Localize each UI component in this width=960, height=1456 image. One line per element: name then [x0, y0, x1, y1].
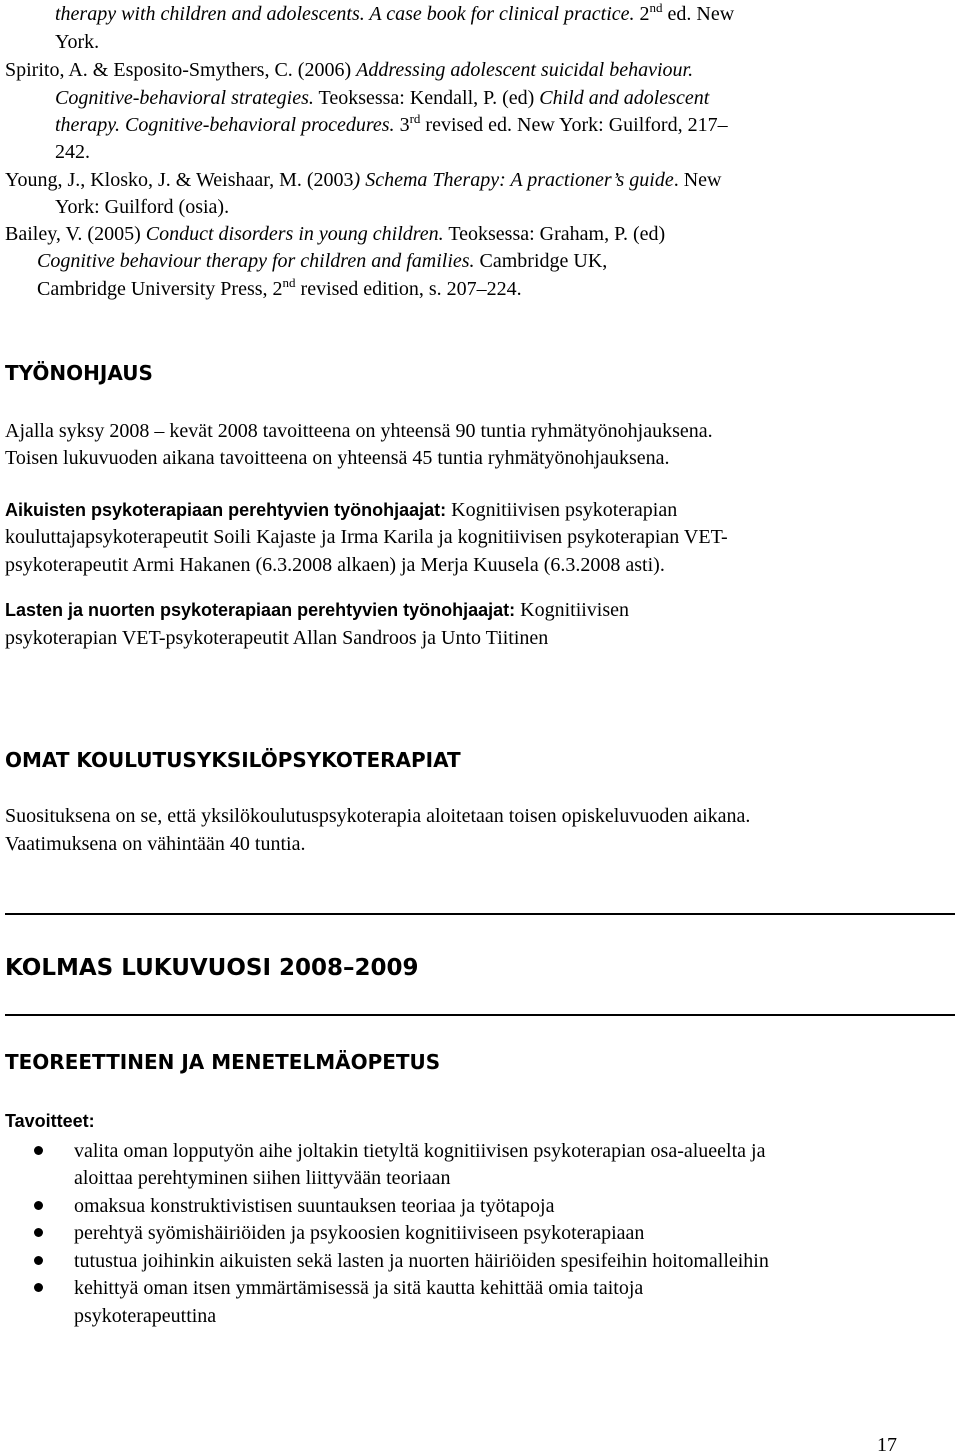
reference-4-line-2: Cognitive behaviour therapy for children and families. Cambridge UK,	[37, 250, 608, 272]
section-heading-kolmas: KOLMAS LUKUVUOSI 2008–2009	[5, 955, 419, 981]
reference-3-title: ) Schema Therapy: A practioner’s guide	[353, 169, 674, 191]
reference-2-line-4: 242.	[55, 141, 90, 163]
adult-supervisors-line-3: psykoterapeutit Armi Hakanen (6.3.2008 alkaen) ja Merja Kuusela (6.3.2008 asti).	[5, 554, 665, 576]
bullet-icon	[34, 1283, 43, 1292]
tyonohjaus-paragraph-line-1: Ajalla syksy 2008 – kevät 2008 tavoitteena on yhteensä 90 tuntia ryhmätyönohjauksena.	[5, 420, 713, 442]
reference-2-line-3: therapy. Cognitive-behavioral procedures. 3rd revised ed. New York: Guilford, 217–	[55, 111, 728, 136]
adult-supervisors-line-1: Aikuisten psykoterapiaan perehtyvien työnohjaajat: Kognitiivisen psykoterapian	[5, 499, 678, 521]
child-supervisors-line-2: psykoterapian VET-psykoterapeutit Allan Sandroos ja Unto Tiitinen	[5, 627, 549, 649]
reference-3-line-2: York: Guilford (osia).	[55, 196, 230, 218]
adult-supervisors-label: Aikuisten psykoterapiaan perehtyvien työnohjaajat:	[5, 500, 447, 520]
omat-paragraph-line-2: Vaatimuksena on vähintään 40 tuntia.	[5, 833, 306, 855]
goal-3: perehtyä syömishäiriöiden ja psykoosien kognitiiviseen psykoterapiaan	[74, 1222, 645, 1244]
reference-1-line-1: therapy with children and adolescents. A case book for clinical practice. 2nd ed. New	[55, 0, 735, 25]
goals-label: Tavoitteet:	[5, 1111, 95, 1131]
goal-1-line-2: aloittaa perehtyminen siihen liittyvään teoriaan	[74, 1167, 451, 1189]
page-number: 17	[877, 1434, 897, 1456]
reference-2-line-1: Spirito, A. & Esposito-Smythers, C. (2006) Addressing adolescent suicidal behaviour.	[5, 59, 694, 81]
divider-bottom	[5, 1014, 955, 1016]
tyonohjaus-paragraph-line-2: Toisen lukuvuoden aikana tavoitteena on yhteensä 45 tuntia ryhmätyönohjauksena.	[5, 447, 670, 469]
reference-4-line-1: Bailey, V. (2005) Conduct disorders in young children. Teoksessa: Graham, P. (ed)	[5, 223, 666, 245]
omat-paragraph-line-1: Suosituksena on se, että yksilökoulutuspsykoterapia aloitetaan toisen opiskeluvuoden aikana.	[5, 805, 751, 827]
goal-4: tutustua joihinkin aikuisten sekä lasten ja nuorten häiriöiden spesifeihin hoitomalleihin	[74, 1250, 769, 1272]
reference-2-line-2: Cognitive-behavioral strategies. Teoksessa: Kendall, P. (ed) Child and adolescent	[55, 87, 710, 109]
goal-5-line-2: psykoterapeuttina	[74, 1305, 217, 1327]
divider-top	[5, 913, 955, 915]
section-heading-omat: OMAT KOULUTUSYKSILÖPSYKOTERAPIAT	[5, 748, 461, 772]
reference-3-line-1: Young, J., Klosko, J. & Weishaar, M. (2003) Schema Therapy: A practioner’s guide. New	[5, 169, 722, 191]
reference-1-line-2: York.	[55, 31, 100, 53]
goal-5-line-1: kehittyä oman itsen ymmärtämisessä ja sitä kautta kehittää omia taitoja	[74, 1277, 644, 1299]
bullet-icon	[34, 1228, 43, 1237]
goal-2: omaksua konstruktivistisen suuntauksen teoriaa ja työtapoja	[74, 1195, 555, 1217]
reference-2-title: Addressing adolescent suicidal behaviour.	[356, 59, 694, 81]
bullet-icon	[34, 1146, 43, 1155]
bullet-icon	[34, 1256, 43, 1265]
goal-1-line-1: valita oman lopputyön aihe joltakin tietyltä kognitiivisen psykoterapian osa-alueelta ja	[74, 1140, 766, 1162]
bullet-icon	[34, 1201, 43, 1210]
child-supervisors-label: Lasten ja nuorten psykoterapiaan perehtyvien työnohjaajat:	[5, 600, 516, 620]
reference-4-title: Conduct disorders in young children.	[145, 223, 444, 245]
section-heading-teoreettinen: TEOREETTINEN JA MENETELMÄOPETUS	[5, 1050, 441, 1074]
reference-1-title: therapy with children and adolescents. A case book for clinical practice.	[55, 3, 635, 25]
child-supervisors-line-1: Lasten ja nuorten psykoterapiaan perehtyvien työnohjaajat: Kognitiivisen	[5, 599, 630, 621]
adult-supervisors-line-2: kouluttajapsykoterapeutit Soili Kajaste ja Irma Karila ja kognitiivisen psykoterapian VET-	[5, 526, 728, 548]
reference-4-line-3: Cambridge University Press, 2nd revised edition, s. 207–224.	[37, 275, 522, 300]
section-heading-tyonohjaus: TYÖNOHJAUS	[5, 361, 153, 385]
